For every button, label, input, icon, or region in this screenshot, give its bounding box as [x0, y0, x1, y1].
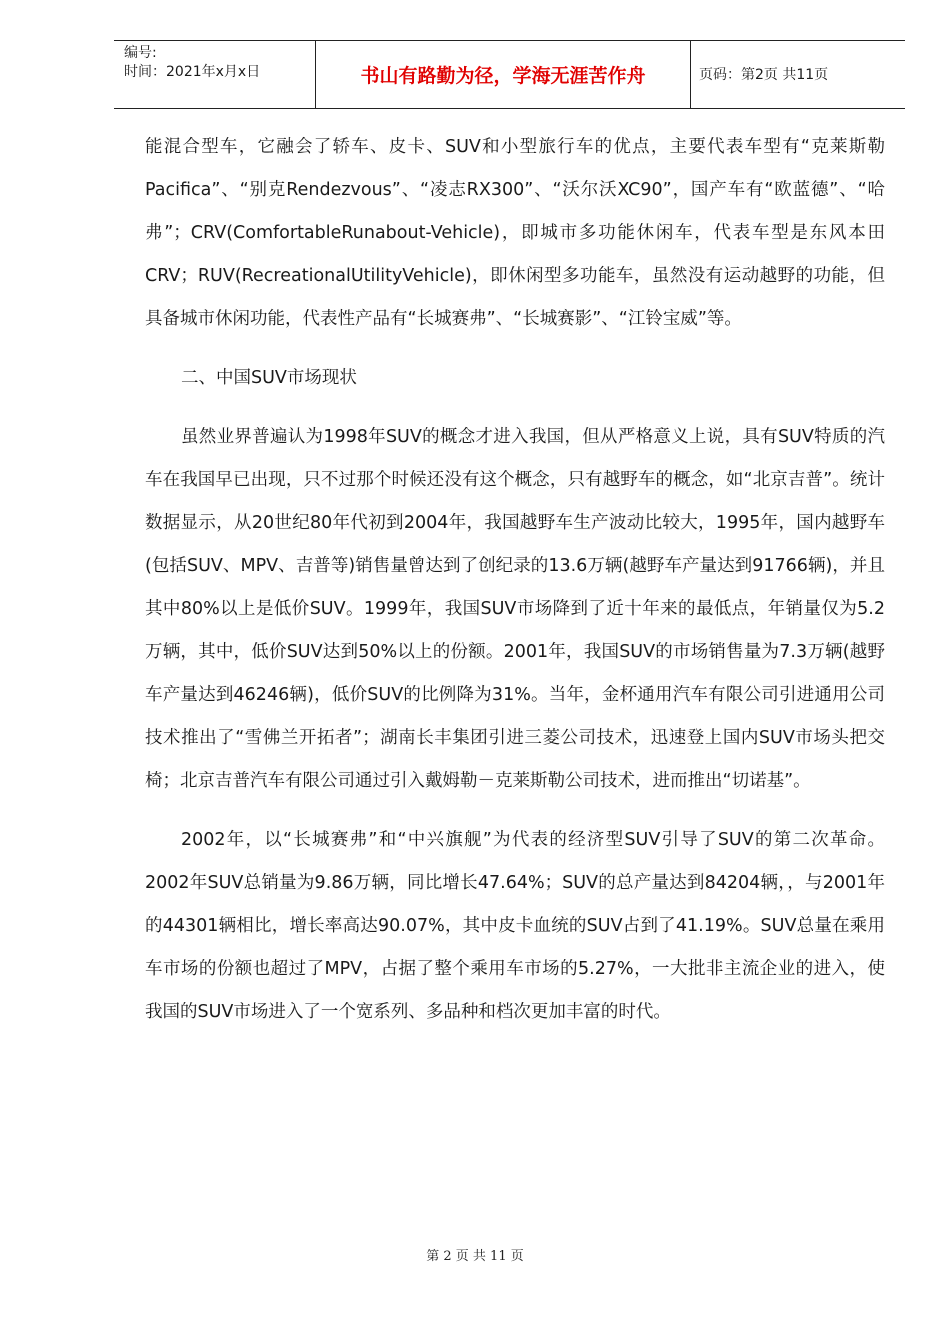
document-number-label: 编号:	[124, 45, 157, 61]
page-footer: 第 2 页 共 11 页	[426, 1249, 524, 1264]
header-page-number: 页码：第2页 共11页	[699, 67, 829, 83]
document-body	[145, 126, 885, 1034]
document-time-label: 时间：2021年x月x日	[124, 64, 261, 80]
paragraph-2002-market: 2002年，以“长城赛弗”和“中兴旗舰”为代表的经济型SUV引导了SUV的第二次革命。2002年SUV总销量为9.86万辆，同比增长47.64%；SUV的总产量达到84204辆，，与2001年的44301辆相比，增长率高达90.07%，其中皮卡血统的SUV占到了41.19%。SUV总量在乘用车市场的份额也超过了MPV，占据了整个乘用车市场的5.27%，一大批非主流企业的进入，使我国的SUV市场进入了一个宽系列、多品种和档次更加丰富的时代。	[145, 830, 885, 1022]
header-motto-cell	[315, 41, 691, 108]
paragraph-suv-types: 能混合型车，它融会了轿车、皮卡、SUV和小型旅行车的优点，主要代表车型有“克莱斯勒Pacifica”、“别克Rendezvous”、“凌志RX300”、“沃尔沃XC90”，国产车有“欧蓝德”、“哈弗”；CRV(ComfortableRunabout-Vehicle)，即城市多功能休闲车，代表车型是东风本田CRV；RUV(RecreationalUtilityVehicle)，即休闲型多功能车，虽然没有运动越野的功能，但具备城市休闲功能，代表性产品有“长城赛弗”、“长城赛影”、“江铃宝威”等。	[145, 137, 885, 329]
section-heading: 二、中国SUV市场现状	[181, 368, 357, 388]
page-header	[114, 40, 905, 109]
paragraph-market-history: 虽然业界普遍认为1998年SUV的概念才进入我国，但从严格意义上说，具有SUV特质的汽车在我国早已出现，只不过那个时候还没有这个概念，只有越野车的概念，如“北京吉普”。统计数据显示，从20世纪80年代初到2004年，我国越野车生产波动比较大，1995年，国内越野车(包括SUV、MPV、吉普等)销售量曾达到了创纪录的13.6万辆(越野车产量达到91766辆)，并且其中80%以上是低价SUV。1999年，我国SUV市场降到了近十年来的最低点，年销量仅为5.2万辆，其中，低价SUV达到50%以上的份额。2001年，我国SUV的市场销售量为7.3万辆(越野车产量达到46246辆)，低价SUV的比例降为31%。当年，金杯通用汽车有限公司引进通用公司技术推出了“雪佛兰开拓者”；湖南长丰集团引进三菱公司技术，迅速登上国内SUV市场头把交椅；北京吉普汽车有限公司通过引入戴姆勒－克莱斯勒公司技术，进而推出“切诺基”。	[145, 427, 885, 791]
header-page-cell	[690, 41, 905, 108]
header-meta-cell	[114, 41, 315, 108]
header-motto: 书山有路勤为径，学海无涯苦作舟	[360, 65, 646, 87]
